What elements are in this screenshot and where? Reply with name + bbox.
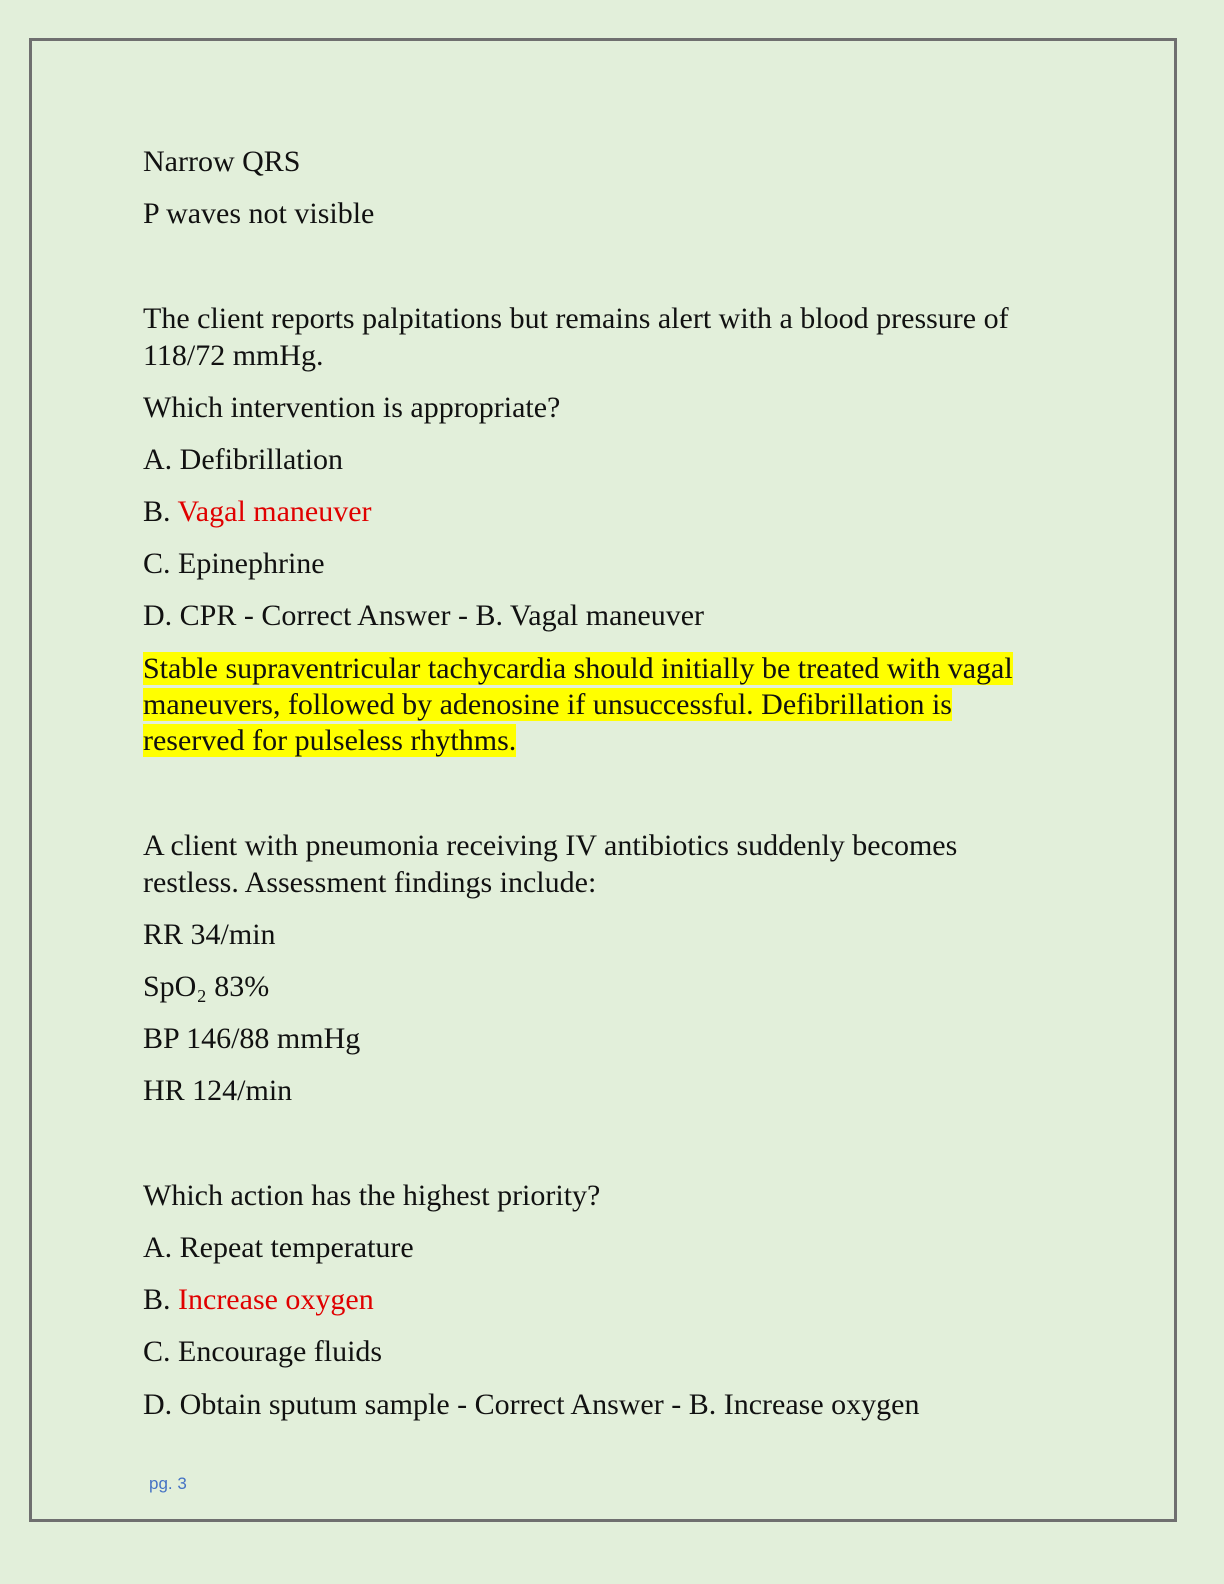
q2-option-a: A. Repeat temperature <box>143 1231 414 1264</box>
ecg-finding-p-waves: P waves not visible <box>143 197 375 230</box>
q1-rationale-text-3: reserved for pulseless rhythms. <box>143 724 517 757</box>
q2-option-c: C. Encourage fluids <box>143 1335 383 1368</box>
q2-finding-bp: BP 146/88 mmHg <box>143 1022 361 1055</box>
q1-rationale-text-1: Stable supraventricular tachycardia should initially be treated with vagal <box>143 652 1013 685</box>
q2-option-b <box>143 1282 374 1318</box>
ecg-finding-narrow-qrs: Narrow QRS <box>143 145 301 178</box>
q1-option-b <box>143 494 372 530</box>
q1-option-b-prefix: B. <box>143 495 178 528</box>
q1-stem-line-1: The client reports palpitations but remains alert with a blood pressure of <box>143 302 1009 335</box>
q1-rationale-line-2 <box>143 687 952 723</box>
q1-option-d: D. CPR - Correct Answer - B. Vagal maneuver <box>143 599 705 632</box>
q2-option-b-prefix: B. <box>143 1283 179 1316</box>
q2-finding-hr: HR 124/min <box>143 1074 293 1107</box>
q2-option-d: D. Obtain sputum sample - Correct Answer - B. Increase oxygen <box>143 1388 920 1421</box>
q1-rationale-text-2: maneuvers, followed by adenosine if unsuccessful. Defibrillation is <box>143 688 952 721</box>
q2-finding-rr: RR 34/min <box>143 918 276 951</box>
q1-rationale-line-1 <box>143 651 1013 687</box>
q1-option-b-answer: Vagal maneuver <box>177 495 372 528</box>
q1-option-a: A. Defibrillation <box>143 443 343 476</box>
q1-rationale-line-3 <box>143 723 516 759</box>
q1-stem-line-2: 118/72 mmHg. <box>143 339 324 372</box>
q2-finding-spo2: SpO₂ 83% <box>143 970 270 1003</box>
page-number: pg. 3 <box>149 1474 187 1493</box>
q2-stem-line-1: A client with pneumonia receiving IV antibiotics suddenly becomes <box>143 829 958 862</box>
q2-stem-line-2: restless. Assessment findings include: <box>143 866 597 899</box>
q2-option-b-answer: Increase oxygen <box>178 1283 374 1316</box>
q2-question: Which action has the highest priority? <box>143 1179 601 1212</box>
q1-question: Which intervention is appropriate? <box>143 391 561 424</box>
q1-option-c: C. Epinephrine <box>143 547 325 580</box>
